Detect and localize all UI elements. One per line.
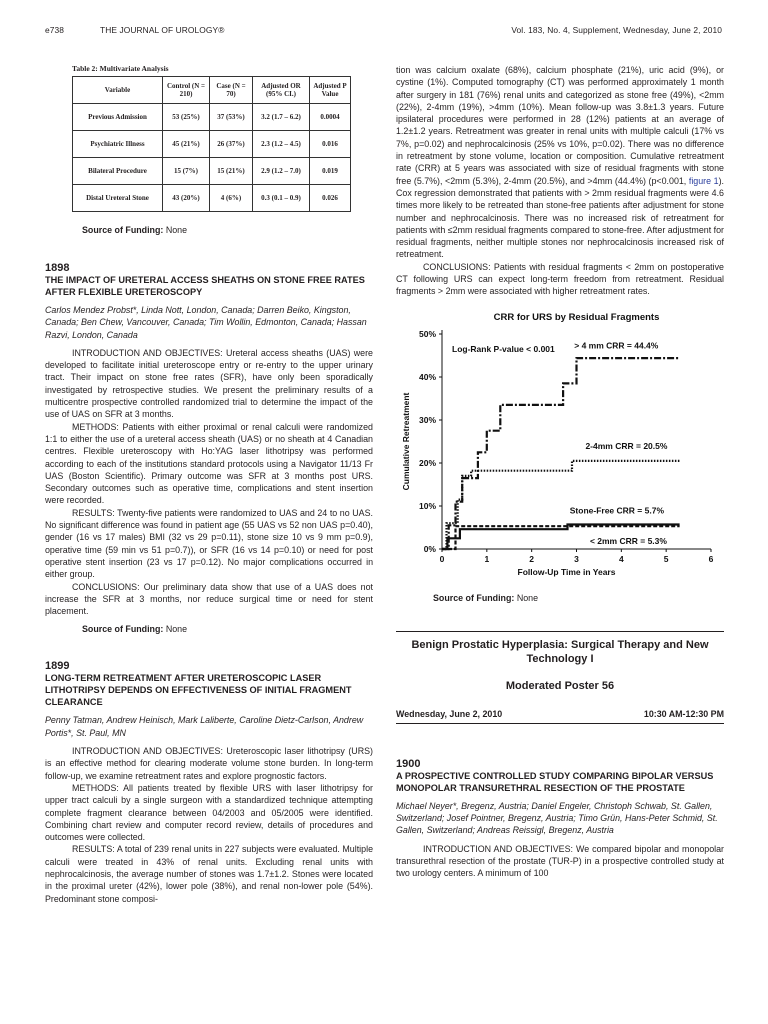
journal-name: THE JOURNAL OF UROLOGY® <box>100 25 225 35</box>
y-tick-label: 40% <box>418 371 436 382</box>
table-cell: 0.3 (0.1 – 0.9) <box>253 185 310 212</box>
series-label-1: > 4 mm CRR = 44.4% <box>574 340 659 351</box>
x-axis-label: Follow-Up Time in Years <box>517 566 616 577</box>
abstract-authors: Michael Neyer*, Bregenz, Austria; Daniel Engeler, Christoph Schwab, St. Gallen, Switzerland; Josef Pointner, Bregenz, Austria; Timo Grün, Hans-Peter Schmid, St. Gallen, Switzerland; Andreas Reissigl, Bregenz, Austria <box>396 800 718 836</box>
abstract-methods: METHODS: All patients treated by flexible URS with laser lithotripsy for upper tract calculi by a single surgeon with a standardized technique attempting complete fragment clearance between 04/2003 and 05/2005 were identified. Combining chart review and computer record review, details of procedures and outcomes were collected. <box>45 782 373 843</box>
series-label-3: Stone-Free CRR = 5.7% <box>569 505 665 516</box>
right-column <box>396 64 724 879</box>
table-cell: 2.3 (1.2 – 4.5) <box>253 131 310 158</box>
x-tick-label: 0 <box>439 553 445 564</box>
abstract-title: LONG-TERM RETREATMENT AFTER URETEROSCOPIC LASER LITHOTRIPSY DEPENDS ON EFFECTIVENESS OF INITIAL FRAGMENT CLEARANCE <box>45 673 352 708</box>
abstract-intro: INTRODUCTION AND OBJECTIVES: Ureteroscopic laser lithotripsy (URS) is an effective method for clearing moderate volume stone burden. In long-term follow-up, we examine retreatment rates and explore prognostic factors. <box>45 746 373 781</box>
session-rule <box>396 723 724 724</box>
y-tick-label: 20% <box>418 457 436 468</box>
abstract-body <box>45 745 373 905</box>
table-cell: 45 (21%) <box>163 131 210 158</box>
table-cell: 53 (25%) <box>163 104 210 131</box>
series-label-4: < 2mm CRR = 5.3% <box>589 535 667 546</box>
table-cell: Distal Ureteral Stone <box>73 185 163 212</box>
table-cell: Previous Admission <box>73 104 163 131</box>
table-cell: 0.016 <box>310 131 351 158</box>
table-cell: 26 (37%) <box>210 131 253 158</box>
table-header-cell: Case (N = 70) <box>210 77 253 104</box>
funding-label: Source of Funding: <box>82 225 164 235</box>
abstract-results: RESULTS: Twenty-five patients were randomized to UAS and 24 to no UAS. No significant difference was found in patient age (55 UAS vs 52 non UAS p=0.40), gender (16 vs 17 males) BMI (32 vs 29 p=0.11), stone size 10 vs 9 mm p=0.9), operative time (59 min vs 51 p=0.7)), or SFR (16 vs 14 p=0.10) or need for post operative stent insertion (23 vs 17 p=0.12). No major complications occurred in either group. <box>45 507 373 580</box>
funding-line <box>82 225 373 235</box>
crr-chart <box>396 306 724 591</box>
abstract-body <box>45 347 373 618</box>
abstract-title: A PROSPECTIVE CONTROLLED STUDY COMPARING BIPOLAR VERSUS MONOPOLAR TRANSURETHRAL RESECTION OF THE PROSTATE <box>396 770 714 793</box>
funding-line <box>433 593 724 603</box>
x-tick-label: 4 <box>618 553 624 564</box>
abstract-results: RESULTS: A total of 239 renal units in 227 subjects were evaluated. Multiple calculi were treated in 43% of renal units. Excluding renal units with nephrocalcinosis, the average number of stones was 1.7±1.2. Stones were located in the proximal ureter (42%), lower pole (38%), and renal non-lower pole (54%). Predominant stone composi- <box>45 844 373 904</box>
abstract-intro: INTRODUCTION AND OBJECTIVES: Ureteral access sheaths (UAS) were developed to facilitate initial ureteroscope entry or re-entry to the upper urinary tract. Their impact on stone free rates (SFR), have only been sporadically investigated by retrospective studies. We present the preliminary results of a multicentre prospective controlled randomized trial to determine the impact of the use of UAS on SFR at 3 months. <box>45 347 373 420</box>
abstract-methods: METHODS: Patients with either proximal or renal calculi were randomized 1:1 to either the use of a ureteral access sheath (UAS) or no sheath at 4 Canadian centres. Flexible ureteroscopy with Ho:YAG laser lithotripsy was performed according to each of the institutions standard protocols using a Navigator 11/13 Fr UAS (Boston Scientific). Primary outcome was SFR at 3 months post URS. Secondary outcomes such as operative time, complications and stent insertion were recorded. <box>45 421 373 506</box>
y-tick-label: 50% <box>418 328 436 339</box>
y-tick-label: 30% <box>418 414 436 425</box>
abstract-results-continued <box>396 64 724 261</box>
table-caption: Table 2: Multivariate Analysis <box>72 64 169 73</box>
abstract-authors: Penny Tatman, Andrew Heinisch, Mark Laliberte, Caroline Dietz-Carlson, Andrew Portis*, St. Paul, MN <box>45 715 364 738</box>
figure-1-link[interactable]: figure 1 <box>688 175 719 186</box>
multivariate-table <box>72 76 351 212</box>
abstract-number: 1900 <box>396 757 421 770</box>
table-cell: 37 (53%) <box>210 104 253 131</box>
results-text: tion was calcium oxalate (68%), calcium phosphate (21%), uric acid (9%), or cystine (1%). Computed tomography (CT) was performed approximately 1 month after surgery in 181 (76%) renal units and categorized as stone free (49%), <2mm (22%), 2-4mm (19%), >4mm (10%). Mean follow-up was 3.8±1.3 years. Future ipsilateral procedures were performed in 28 (12%) patients at an average of 1.2±1.2 years. Retreatment was greater in renal units with multiple calculi (17% vs 7%, p=0.02) and nephrocalcinosis (25% vs 10%, p=0.02). There was no difference in retreatment by stone volume, location or composition. Cumulative retreatment rate (CRR) at 5 years was associated with size of residual fragments with stone free (5.7%), <2mm (5.3%), 2-4mm (20.5%), and >4mm (44.4%) (p<0.001, <box>396 65 724 186</box>
x-tick-label: 1 <box>484 553 490 564</box>
table-cell: 0.026 <box>310 185 351 212</box>
abstract-authors: Carlos Mendez Probst*, Linda Nott, London, Canada; Darren Beiko, Kingston, Canada; Ben Chew, Vancouver, Canada; Tim Wollin, Edmonton, Canada; Hassan Razvi, London, Canada <box>45 305 367 340</box>
table-header-cell: Variable <box>73 77 163 104</box>
abstract-body <box>396 843 724 880</box>
table-header-row <box>73 77 351 104</box>
abstract-1900 <box>396 758 724 880</box>
pvalue-annotation: Log-Rank P-value < 0.001 <box>452 343 555 354</box>
page-number: e738 <box>45 25 65 35</box>
series-label-2: 2-4mm CRR = 20.5% <box>585 440 668 451</box>
table-cell: 0.019 <box>310 158 351 185</box>
results-text: ). Cox regression demonstrated that patients with > 2mm residual fragments were 4.6 times more likely to be retreated than stone-free patients after adjustment for stone number and nephrocalcinosis. There was no increased risk of retreatment for patients with ≤2mm residual fragments compared to stone-free. After adjustment for residual fragments, neither multiple stones nor nephrocalcinosis increased risk of retreatment. <box>396 175 724 260</box>
abstract-1899 <box>45 660 373 904</box>
table-cell: 15 (7%) <box>163 158 210 185</box>
session-title: Benign Prostatic Hyperplasia: Surgical Therapy and New Technology I <box>411 638 709 665</box>
table-header-cell: Control (N = 210) <box>163 77 210 104</box>
x-tick-label: 5 <box>663 553 669 564</box>
table-cell: 15 (21%) <box>210 158 253 185</box>
abstract-1899-continued <box>396 64 724 298</box>
y-axis-label: Cumulative Retreatment <box>401 392 411 491</box>
left-column <box>45 64 373 905</box>
table-row <box>73 131 351 158</box>
x-tick-label: 2 <box>529 553 535 564</box>
table-header-cell: Adjusted OR (95% CI.) <box>253 77 310 104</box>
abstract-number: 1898 <box>45 262 70 274</box>
x-tick-label: 3 <box>574 553 579 564</box>
abstract-1898 <box>45 262 373 634</box>
table-row <box>73 104 351 131</box>
abstract-conclusions: CONCLUSIONS: Our preliminary data show that use of a UAS does not increase the SFR at 3 months, nor reduce surgical time or need for stent placement. <box>45 581 373 617</box>
y-tick-label: 0% <box>423 543 436 554</box>
funding-value: None <box>165 225 188 235</box>
session-time: 10:30 AM-12:30 PM <box>643 708 724 719</box>
abstract-title: THE IMPACT OF URETERAL ACCESS SHEATHS ON STONE FREE RATES AFTER FLEXIBLE URETEROSCOPY <box>45 275 365 297</box>
abstract-number: 1899 <box>45 660 70 673</box>
table-cell: 2.9 (1.2 – 7.0) <box>253 158 310 185</box>
table-cell: 3.2 (1.7 – 6.2) <box>253 104 310 131</box>
abstract-conclusions: CONCLUSIONS: Patients with residual fragments < 2mm on postoperative CT following URS can expect long-term freedom from retreatment. Residual fragments > 2mm were associated with higher retreatment rates. <box>396 261 724 297</box>
abstract-intro: INTRODUCTION AND OBJECTIVES: We compared bipolar and monopolar transurethral resection of the prostate (TUR-P) in a prospective controlled study at two urology centers. A minimum of 100 <box>396 843 724 879</box>
table-cell: 4 (6%) <box>210 185 253 212</box>
session-subtitle: Moderated Poster 56 <box>505 679 615 692</box>
funding-label: Source of Funding: <box>433 592 515 603</box>
session-date: Wednesday, June 2, 2010 <box>396 708 503 719</box>
table-cell: Bilateral Procedure <box>73 158 163 185</box>
table-cell: Psychiatric Illness <box>73 131 163 158</box>
table-row <box>73 185 351 212</box>
x-tick-label: 6 <box>708 553 714 564</box>
funding-line <box>82 624 373 634</box>
series-line-1 <box>442 358 680 549</box>
y-tick-label: 10% <box>418 500 436 511</box>
funding-value: None <box>516 592 539 603</box>
table-2 <box>72 64 373 212</box>
session-schedule <box>396 709 724 719</box>
table-header-cell: Adjusted P Value <box>310 77 351 104</box>
funding-value: None <box>165 624 188 635</box>
table-row <box>73 158 351 185</box>
session-rule <box>396 631 724 632</box>
chart-title: CRR for URS by Residual Fragments <box>493 311 660 323</box>
issue-info: Vol. 183, No. 4, Supplement, Wednesday, June 2, 2010 <box>511 25 722 35</box>
funding-label: Source of Funding: <box>82 624 164 635</box>
table-cell: 0.0004 <box>310 104 351 131</box>
table-cell: 43 (20%) <box>163 185 210 212</box>
